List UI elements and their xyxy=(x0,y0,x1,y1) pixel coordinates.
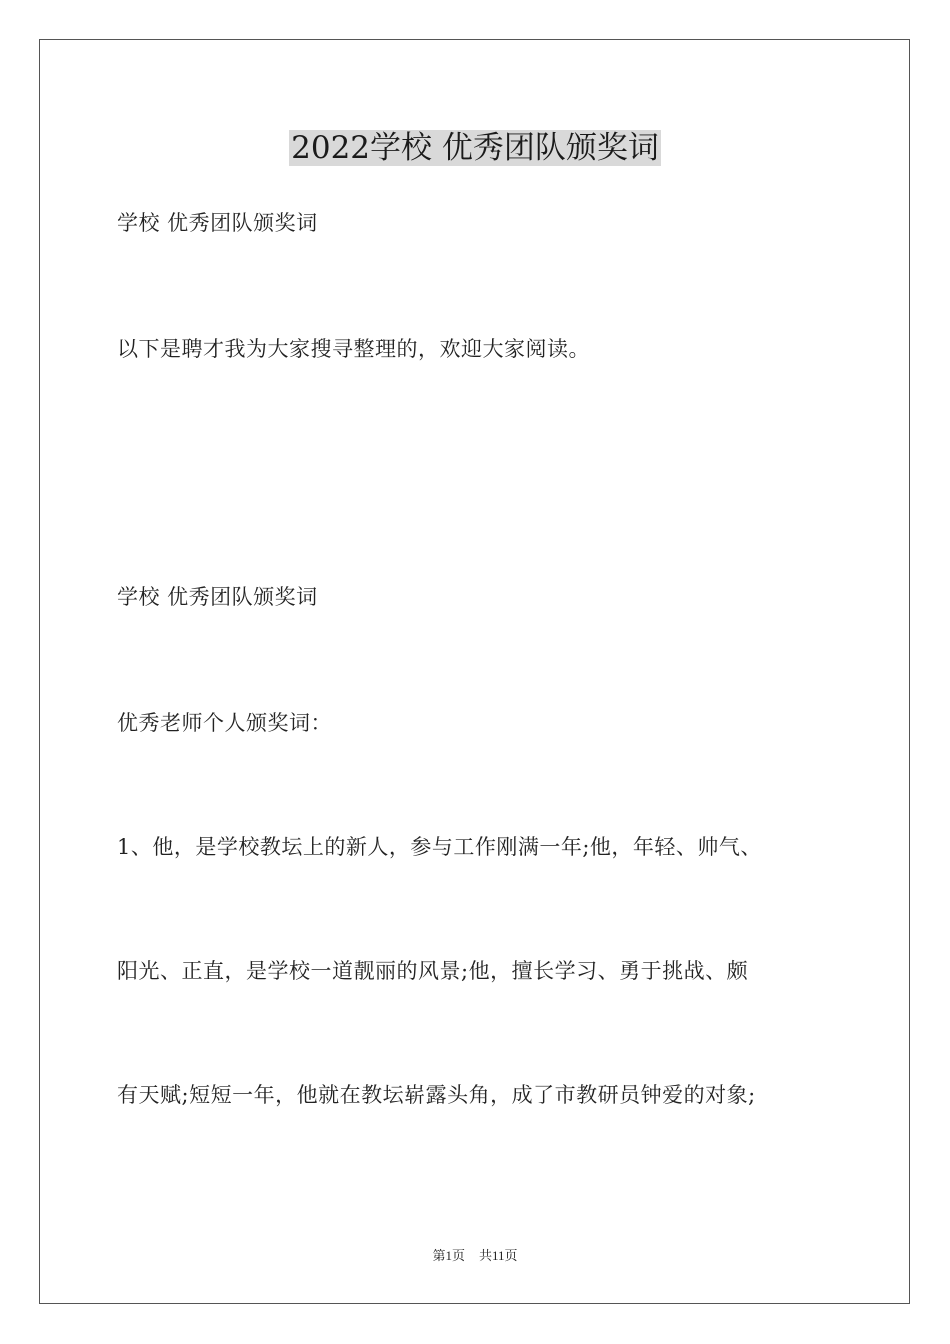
paragraph-3: 学校 优秀团队颁奖词 xyxy=(117,585,318,609)
paragraph-5: 1、他，是学校教坛上的新人，参与工作刚满一年;他，年轻、帅气、 xyxy=(117,835,762,859)
paragraph-6: 阳光、正直，是学校一道靓丽的风景;他，擅长学习、勇于挑战、颇 xyxy=(117,959,749,983)
paragraph-1: 学校 优秀团队颁奖词 xyxy=(117,211,318,235)
document-title xyxy=(0,128,950,168)
page-number-current: 第1页 xyxy=(432,1248,465,1263)
page-number-total: 共11页 xyxy=(478,1248,518,1263)
paragraph-7: 有天赋;短短一年，他就在教坛崭露头角，成了市教研员钟爱的对象; xyxy=(117,1083,756,1107)
page-footer xyxy=(0,1247,950,1265)
paragraph-4: 优秀老师个人颁奖词： xyxy=(117,711,332,735)
document-title-text: 2022学校 优秀团队颁奖词 xyxy=(291,130,659,166)
paragraph-2: 以下是聘才我为大家搜寻整理的，欢迎大家阅读。 xyxy=(117,337,590,361)
